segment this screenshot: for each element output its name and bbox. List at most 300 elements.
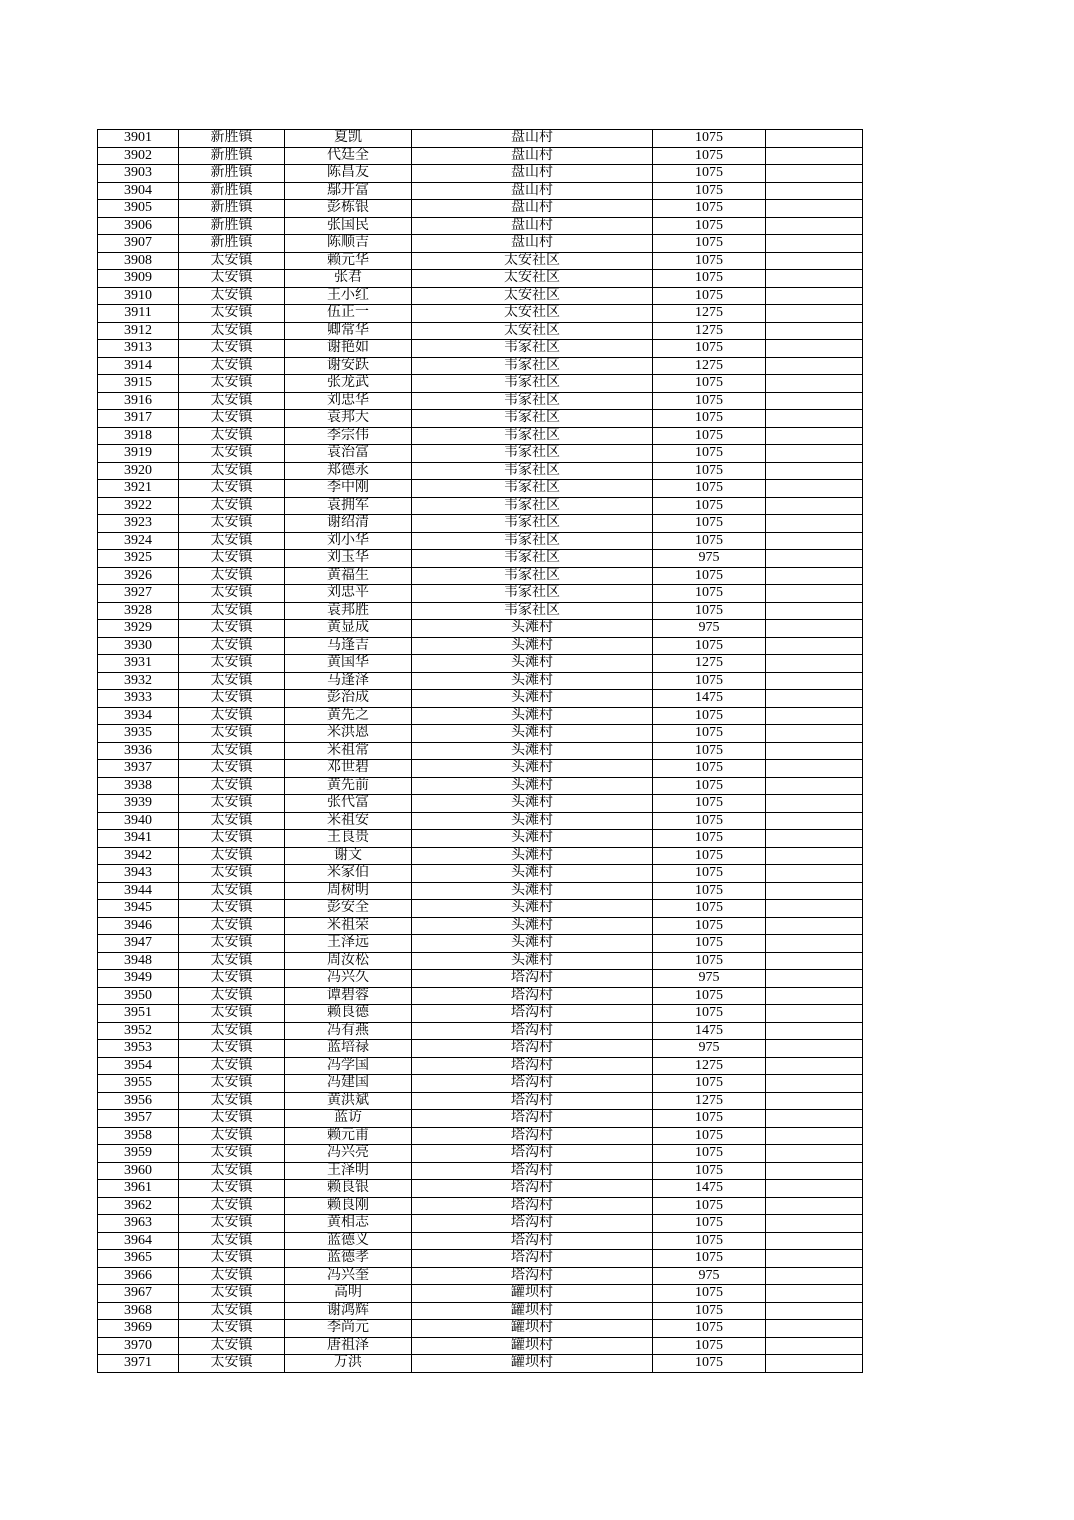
- cell-note: [766, 375, 863, 393]
- table-row: [98, 1092, 863, 1110]
- table-row: [98, 777, 863, 795]
- cell-index: 3959: [98, 1145, 179, 1163]
- table-row: [98, 462, 863, 480]
- cell-town: 太安镇: [179, 550, 285, 568]
- cell-town: 太安镇: [179, 847, 285, 865]
- cell-town: 太安镇: [179, 1040, 285, 1058]
- cell-town: 太安镇: [179, 1267, 285, 1285]
- cell-village: 韦家社区: [412, 567, 653, 585]
- table-row: [98, 952, 863, 970]
- cell-town: 太安镇: [179, 375, 285, 393]
- cell-index: 3944: [98, 882, 179, 900]
- cell-index: 3902: [98, 147, 179, 165]
- cell-amount: 1075: [653, 165, 766, 183]
- cell-index: 3933: [98, 690, 179, 708]
- cell-name: 邓世碧: [285, 760, 412, 778]
- table-row: [98, 900, 863, 918]
- cell-note: [766, 515, 863, 533]
- cell-town: 新胜镇: [179, 147, 285, 165]
- cell-amount: 1075: [653, 1355, 766, 1373]
- cell-amount: 1475: [653, 1022, 766, 1040]
- table-row: [98, 1022, 863, 1040]
- cell-index: 3945: [98, 900, 179, 918]
- table-row: [98, 427, 863, 445]
- cell-village: 盘山村: [412, 235, 653, 253]
- cell-name: 冯学国: [285, 1057, 412, 1075]
- cell-note: [766, 707, 863, 725]
- cell-index: 3909: [98, 270, 179, 288]
- cell-index: 3922: [98, 497, 179, 515]
- cell-name: 米祖荣: [285, 917, 412, 935]
- cell-name: 赖良德: [285, 1005, 412, 1023]
- cell-index: 3929: [98, 620, 179, 638]
- cell-village: 头滩村: [412, 812, 653, 830]
- cell-note: [766, 725, 863, 743]
- cell-index: 3941: [98, 830, 179, 848]
- cell-index: 3962: [98, 1197, 179, 1215]
- cell-town: 太安镇: [179, 917, 285, 935]
- cell-village: 头滩村: [412, 795, 653, 813]
- cell-village: 盘山村: [412, 130, 653, 148]
- cell-village: 盘山村: [412, 165, 653, 183]
- cell-village: 罐坝村: [412, 1355, 653, 1373]
- cell-village: 罐坝村: [412, 1285, 653, 1303]
- table-row: [98, 147, 863, 165]
- cell-amount: 1075: [653, 147, 766, 165]
- cell-amount: 1075: [653, 935, 766, 953]
- table-row: [98, 585, 863, 603]
- cell-note: [766, 1267, 863, 1285]
- cell-amount: 1075: [653, 427, 766, 445]
- cell-index: 3964: [98, 1232, 179, 1250]
- cell-index: 3963: [98, 1215, 179, 1233]
- table-row: [98, 637, 863, 655]
- cell-note: [766, 1162, 863, 1180]
- cell-name: 米洪恩: [285, 725, 412, 743]
- cell-village: 韦家社区: [412, 550, 653, 568]
- table-row: [98, 987, 863, 1005]
- table-row: [98, 357, 863, 375]
- cell-amount: 1075: [653, 445, 766, 463]
- cell-amount: 1475: [653, 690, 766, 708]
- cell-name: 袁邦大: [285, 410, 412, 428]
- table-row: [98, 322, 863, 340]
- cell-name: 谢文: [285, 847, 412, 865]
- cell-note: [766, 392, 863, 410]
- cell-town: 太安镇: [179, 725, 285, 743]
- cell-amount: 1075: [653, 602, 766, 620]
- cell-amount: 1075: [653, 1302, 766, 1320]
- cell-village: 罐坝村: [412, 1320, 653, 1338]
- cell-index: 3943: [98, 865, 179, 883]
- table-row: [98, 760, 863, 778]
- cell-amount: 1075: [653, 515, 766, 533]
- cell-index: 3952: [98, 1022, 179, 1040]
- cell-amount: 1075: [653, 1075, 766, 1093]
- cell-note: [766, 1320, 863, 1338]
- cell-index: 3927: [98, 585, 179, 603]
- cell-town: 太安镇: [179, 305, 285, 323]
- cell-village: 塔沟村: [412, 1250, 653, 1268]
- cell-amount: 1075: [653, 182, 766, 200]
- cell-village: 塔沟村: [412, 1022, 653, 1040]
- cell-amount: 1075: [653, 1127, 766, 1145]
- cell-town: 太安镇: [179, 1250, 285, 1268]
- cell-note: [766, 1092, 863, 1110]
- cell-note: [766, 200, 863, 218]
- cell-name: 周树明: [285, 882, 412, 900]
- table-row: [98, 620, 863, 638]
- cell-town: 太安镇: [179, 1302, 285, 1320]
- cell-note: [766, 847, 863, 865]
- cell-amount: 1075: [653, 795, 766, 813]
- cell-name: 陈顺吉: [285, 235, 412, 253]
- cell-note: [766, 970, 863, 988]
- cell-village: 头滩村: [412, 760, 653, 778]
- cell-village: 韦家社区: [412, 497, 653, 515]
- cell-name: 代廷全: [285, 147, 412, 165]
- cell-town: 太安镇: [179, 392, 285, 410]
- cell-note: [766, 1215, 863, 1233]
- cell-name: 唐祖泽: [285, 1337, 412, 1355]
- cell-village: 罐坝村: [412, 1337, 653, 1355]
- cell-amount: 1275: [653, 1057, 766, 1075]
- cell-name: 赖元甫: [285, 1127, 412, 1145]
- cell-note: [766, 130, 863, 148]
- table-row: [98, 795, 863, 813]
- cell-town: 太安镇: [179, 1197, 285, 1215]
- cell-name: 夏凯: [285, 130, 412, 148]
- cell-note: [766, 252, 863, 270]
- cell-village: 韦家社区: [412, 427, 653, 445]
- cell-town: 太安镇: [179, 1337, 285, 1355]
- cell-town: 太安镇: [179, 585, 285, 603]
- cell-town: 太安镇: [179, 655, 285, 673]
- cell-name: 王泽远: [285, 935, 412, 953]
- cell-name: 李宗伟: [285, 427, 412, 445]
- cell-note: [766, 795, 863, 813]
- cell-note: [766, 462, 863, 480]
- cell-name: 马逢泽: [285, 672, 412, 690]
- cell-name: 黄显成: [285, 620, 412, 638]
- cell-town: 太安镇: [179, 1320, 285, 1338]
- cell-note: [766, 1110, 863, 1128]
- cell-note: [766, 1040, 863, 1058]
- cell-amount: 1075: [653, 340, 766, 358]
- cell-note: [766, 777, 863, 795]
- cell-village: 太安社区: [412, 305, 653, 323]
- cell-index: 3958: [98, 1127, 179, 1145]
- cell-index: 3936: [98, 742, 179, 760]
- cell-note: [766, 830, 863, 848]
- cell-note: [766, 480, 863, 498]
- cell-index: 3939: [98, 795, 179, 813]
- cell-index: 3938: [98, 777, 179, 795]
- cell-amount: 1075: [653, 777, 766, 795]
- cell-amount: 1075: [653, 672, 766, 690]
- cell-amount: 1075: [653, 1285, 766, 1303]
- cell-note: [766, 165, 863, 183]
- table-row: [98, 515, 863, 533]
- cell-village: 塔沟村: [412, 1092, 653, 1110]
- cell-name: 米家伯: [285, 865, 412, 883]
- cell-name: 冯兴奎: [285, 1267, 412, 1285]
- cell-index: 3947: [98, 935, 179, 953]
- cell-town: 太安镇: [179, 935, 285, 953]
- cell-village: 塔沟村: [412, 1075, 653, 1093]
- cell-name: 张国民: [285, 217, 412, 235]
- cell-name: 卿常华: [285, 322, 412, 340]
- cell-town: 太安镇: [179, 497, 285, 515]
- table-row: [98, 567, 863, 585]
- cell-index: 3913: [98, 340, 179, 358]
- cell-village: 韦家社区: [412, 357, 653, 375]
- cell-town: 太安镇: [179, 620, 285, 638]
- cell-amount: 1075: [653, 1197, 766, 1215]
- cell-name: 袁拥军: [285, 497, 412, 515]
- cell-amount: 1075: [653, 637, 766, 655]
- cell-village: 盘山村: [412, 217, 653, 235]
- cell-index: 3949: [98, 970, 179, 988]
- cell-index: 3935: [98, 725, 179, 743]
- cell-note: [766, 497, 863, 515]
- cell-name: 黄福生: [285, 567, 412, 585]
- table-row: [98, 1337, 863, 1355]
- cell-village: 塔沟村: [412, 1267, 653, 1285]
- cell-town: 太安镇: [179, 1092, 285, 1110]
- cell-name: 黄先前: [285, 777, 412, 795]
- cell-index: 3915: [98, 375, 179, 393]
- cell-village: 韦家社区: [412, 480, 653, 498]
- cell-name: 刘忠平: [285, 585, 412, 603]
- cell-town: 太安镇: [179, 1232, 285, 1250]
- cell-amount: 1075: [653, 585, 766, 603]
- table-row: [98, 690, 863, 708]
- cell-town: 太安镇: [179, 357, 285, 375]
- cell-name: 刘玉华: [285, 550, 412, 568]
- cell-index: 3907: [98, 235, 179, 253]
- table-row: [98, 1232, 863, 1250]
- cell-note: [766, 1355, 863, 1373]
- cell-amount: 1075: [653, 235, 766, 253]
- cell-name: 黄洪斌: [285, 1092, 412, 1110]
- table-row: [98, 305, 863, 323]
- cell-index: 3951: [98, 1005, 179, 1023]
- cell-amount: 1075: [653, 1215, 766, 1233]
- cell-note: [766, 812, 863, 830]
- cell-village: 头滩村: [412, 935, 653, 953]
- cell-note: [766, 182, 863, 200]
- table-row: [98, 1355, 863, 1373]
- cell-town: 太安镇: [179, 602, 285, 620]
- cell-note: [766, 900, 863, 918]
- cell-town: 太安镇: [179, 287, 285, 305]
- cell-village: 塔沟村: [412, 1110, 653, 1128]
- cell-index: 3930: [98, 637, 179, 655]
- table-row: [98, 1180, 863, 1198]
- cell-note: [766, 742, 863, 760]
- table-row: [98, 252, 863, 270]
- cell-village: 塔沟村: [412, 1197, 653, 1215]
- cell-amount: 1075: [653, 532, 766, 550]
- cell-name: 刘忠华: [285, 392, 412, 410]
- cell-amount: 1075: [653, 1005, 766, 1023]
- cell-name: 伍正一: [285, 305, 412, 323]
- cell-amount: 1075: [653, 287, 766, 305]
- cell-index: 3965: [98, 1250, 179, 1268]
- cell-amount: 1075: [653, 725, 766, 743]
- cell-town: 太安镇: [179, 900, 285, 918]
- cell-amount: 1075: [653, 987, 766, 1005]
- cell-index: 3934: [98, 707, 179, 725]
- cell-note: [766, 427, 863, 445]
- cell-name: 彭治成: [285, 690, 412, 708]
- cell-name: 郑德永: [285, 462, 412, 480]
- cell-village: 头滩村: [412, 900, 653, 918]
- cell-note: [766, 235, 863, 253]
- table-body: [98, 130, 863, 1373]
- cell-index: 3916: [98, 392, 179, 410]
- cell-amount: 1075: [653, 882, 766, 900]
- table-row: [98, 375, 863, 393]
- cell-village: 塔沟村: [412, 1057, 653, 1075]
- cell-amount: 1275: [653, 357, 766, 375]
- table-row: [98, 340, 863, 358]
- cell-note: [766, 550, 863, 568]
- cell-village: 头滩村: [412, 637, 653, 655]
- cell-note: [766, 1057, 863, 1075]
- cell-note: [766, 305, 863, 323]
- cell-note: [766, 1022, 863, 1040]
- cell-village: 韦家社区: [412, 392, 653, 410]
- table-row: [98, 847, 863, 865]
- cell-town: 太安镇: [179, 1005, 285, 1023]
- cell-amount: 1075: [653, 480, 766, 498]
- cell-index: 3911: [98, 305, 179, 323]
- cell-name: 彭栋银: [285, 200, 412, 218]
- cell-amount: 1075: [653, 252, 766, 270]
- table-row: [98, 865, 863, 883]
- cell-name: 谢艳如: [285, 340, 412, 358]
- cell-amount: 1075: [653, 830, 766, 848]
- cell-index: 3971: [98, 1355, 179, 1373]
- cell-amount: 1075: [653, 900, 766, 918]
- cell-town: 新胜镇: [179, 217, 285, 235]
- cell-index: 3925: [98, 550, 179, 568]
- cell-town: 太安镇: [179, 1022, 285, 1040]
- cell-note: [766, 585, 863, 603]
- table-row: [98, 550, 863, 568]
- table-row: [98, 532, 863, 550]
- cell-name: 马逢吉: [285, 637, 412, 655]
- cell-note: [766, 1075, 863, 1093]
- cell-name: 鄢开富: [285, 182, 412, 200]
- cell-town: 太安镇: [179, 1215, 285, 1233]
- cell-amount: 975: [653, 1040, 766, 1058]
- table-row: [98, 480, 863, 498]
- cell-amount: 975: [653, 620, 766, 638]
- cell-town: 太安镇: [179, 865, 285, 883]
- table-row: [98, 830, 863, 848]
- cell-name: 蓝访: [285, 1110, 412, 1128]
- cell-amount: 1075: [653, 760, 766, 778]
- cell-village: 塔沟村: [412, 987, 653, 1005]
- cell-town: 太安镇: [179, 795, 285, 813]
- table-row: [98, 165, 863, 183]
- cell-village: 韦家社区: [412, 445, 653, 463]
- cell-town: 太安镇: [179, 1355, 285, 1373]
- cell-town: 太安镇: [179, 532, 285, 550]
- cell-note: [766, 865, 863, 883]
- cell-index: 3923: [98, 515, 179, 533]
- cell-name: 黄先之: [285, 707, 412, 725]
- cell-town: 太安镇: [179, 340, 285, 358]
- cell-village: 塔沟村: [412, 1040, 653, 1058]
- cell-index: 3910: [98, 287, 179, 305]
- cell-name: 张代富: [285, 795, 412, 813]
- cell-amount: 1075: [653, 1145, 766, 1163]
- cell-amount: 1075: [653, 1232, 766, 1250]
- cell-note: [766, 357, 863, 375]
- cell-name: 谭碧蓉: [285, 987, 412, 1005]
- cell-amount: 1075: [653, 497, 766, 515]
- cell-town: 太安镇: [179, 672, 285, 690]
- cell-village: 头滩村: [412, 917, 653, 935]
- table-row: [98, 812, 863, 830]
- cell-amount: 1075: [653, 200, 766, 218]
- cell-index: 3966: [98, 1267, 179, 1285]
- cell-village: 太安社区: [412, 287, 653, 305]
- table-row: [98, 935, 863, 953]
- cell-town: 太安镇: [179, 952, 285, 970]
- cell-town: 太安镇: [179, 637, 285, 655]
- cell-index: 3948: [98, 952, 179, 970]
- table-row: [98, 1057, 863, 1075]
- cell-name: 谢绍清: [285, 515, 412, 533]
- cell-note: [766, 147, 863, 165]
- table-row: [98, 410, 863, 428]
- cell-town: 太安镇: [179, 1110, 285, 1128]
- cell-village: 塔沟村: [412, 1005, 653, 1023]
- cell-village: 韦家社区: [412, 410, 653, 428]
- cell-town: 太安镇: [179, 462, 285, 480]
- cell-name: 蓝德义: [285, 1232, 412, 1250]
- cell-index: 3928: [98, 602, 179, 620]
- table-row: [98, 1110, 863, 1128]
- cell-amount: 1075: [653, 1337, 766, 1355]
- cell-town: 太安镇: [179, 1145, 285, 1163]
- cell-name: 米祖安: [285, 812, 412, 830]
- cell-index: 3940: [98, 812, 179, 830]
- cell-name: 张龙武: [285, 375, 412, 393]
- cell-town: 太安镇: [179, 760, 285, 778]
- cell-town: 新胜镇: [179, 130, 285, 148]
- cell-note: [766, 217, 863, 235]
- cell-note: [766, 445, 863, 463]
- table-row: [98, 707, 863, 725]
- cell-village: 头滩村: [412, 882, 653, 900]
- cell-name: 万洪: [285, 1355, 412, 1373]
- table-row: [98, 1285, 863, 1303]
- cell-amount: 1075: [653, 375, 766, 393]
- table-row: [98, 1162, 863, 1180]
- table-row: [98, 1075, 863, 1093]
- cell-note: [766, 270, 863, 288]
- cell-note: [766, 655, 863, 673]
- table-row: [98, 1267, 863, 1285]
- cell-note: [766, 637, 863, 655]
- cell-amount: 1275: [653, 322, 766, 340]
